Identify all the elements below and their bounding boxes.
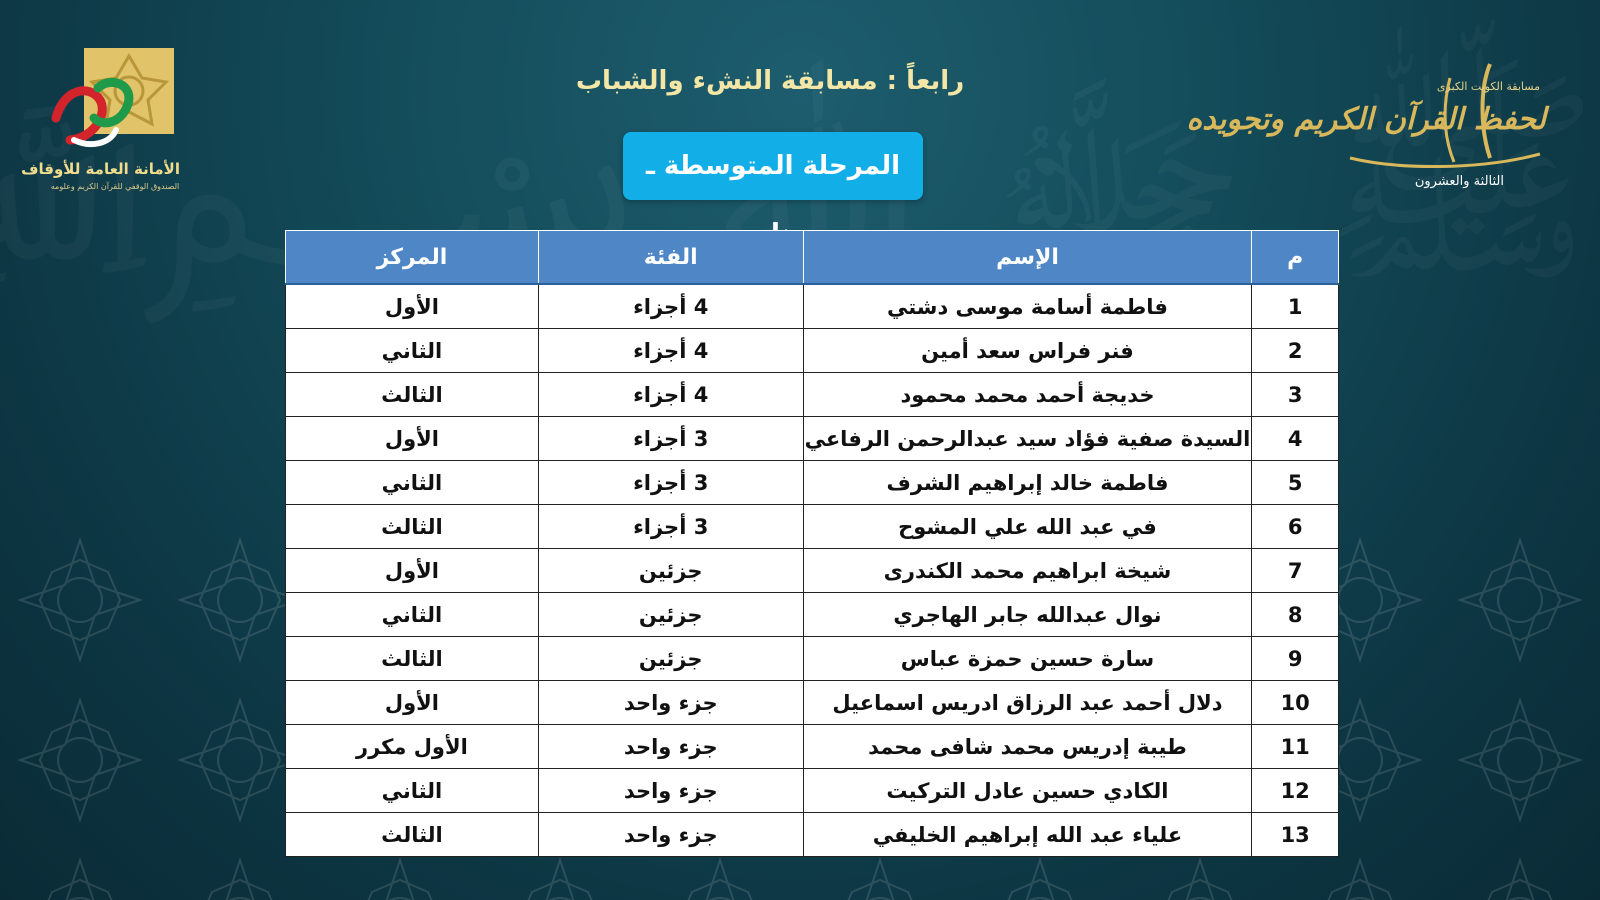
table-row [286,329,1339,373]
row-category: 4 أجزاء [538,329,803,373]
row-category: 4 أجزاء [538,373,803,417]
row-rank: الثالث [286,637,539,681]
competition-small-title: مسابقة الكويت الكبرى [1436,80,1540,93]
row-name: فاطمة أسامة موسى دشتي [803,284,1252,329]
row-rank: الأول [286,681,539,725]
row-name: خديجة أحمد محمد محمود [803,373,1252,417]
row-num: 7 [1252,549,1339,593]
row-category: 3 أجزاء [538,417,803,461]
table-row [286,769,1339,813]
table-row [286,637,1339,681]
row-num: 6 [1252,505,1339,549]
row-num: 10 [1252,681,1339,725]
table-row [286,505,1339,549]
row-num: 11 [1252,725,1339,769]
row-name: في عبد الله علي المشوح [803,505,1252,549]
row-num: 4 [1252,417,1339,461]
table-row [286,681,1339,725]
row-category: جزئين [538,637,803,681]
row-num: 8 [1252,593,1339,637]
row-name: شيخة ابراهيم محمد الكندرى [803,549,1252,593]
table-row [286,813,1339,857]
row-rank: الأول [286,549,539,593]
row-num: 9 [1252,637,1339,681]
competition-edition: الثالثة والعشرون [1414,174,1504,189]
row-num: 12 [1252,769,1339,813]
header-category: الفئة [538,231,803,285]
row-category: 3 أجزاء [538,505,803,549]
row-rank: الثاني [286,593,539,637]
row-rank: الأول مكرر [286,725,539,769]
row-name: نوال عبدالله جابر الهاجري [803,593,1252,637]
awqaf-logo-icon [50,48,180,158]
stage-badge: المرحلة المتوسطة ـ [623,132,923,200]
row-rank: الثاني [286,769,539,813]
row-name: السيدة صفية فؤاد سيد عبدالرحمن الرفاعي [803,417,1252,461]
header-name: الإسم [803,231,1252,285]
competition-main-title: لحفظ القرآن الكريم وتجويده [1186,102,1546,137]
row-category: جزء واحد [538,769,803,813]
row-category: 4 أجزاء [538,284,803,329]
org-name: الأمانة العامة للأوقاف [21,160,180,178]
row-name: فاطمة خالد إبراهيم الشرف [803,461,1252,505]
row-num: 13 [1252,813,1339,857]
table-row [286,549,1339,593]
table-row [286,461,1339,505]
row-rank: الثاني [286,461,539,505]
row-rank: الثالث [286,505,539,549]
row-name: الكادي حسين عادل التركيت [803,769,1252,813]
row-category: جزء واحد [538,725,803,769]
table-row [286,593,1339,637]
table-header-row [286,231,1339,285]
row-category: جزئين [538,593,803,637]
row-category: جزء واحد [538,813,803,857]
row-rank: الثاني [286,329,539,373]
row-num: 2 [1252,329,1339,373]
row-name: دلال أحمد عبد الرزاق ادريس اسماعيل [803,681,1252,725]
header-num: م [1252,231,1339,285]
row-name: سارة حسين حمزة عباس [803,637,1252,681]
row-rank: الثالث [286,813,539,857]
row-num: 3 [1252,373,1339,417]
awqaf-logo [21,48,180,198]
competition-logo [1186,58,1560,198]
row-name: فنر فراس سعد أمين [803,329,1252,373]
table-row [286,284,1339,329]
row-name: علياء عبد الله إبراهيم الخليفي [803,813,1252,857]
row-num: 5 [1252,461,1339,505]
org-subtitle: الصندوق الوقفي للقرآن الكريم وعلومه [50,182,180,191]
table-row [286,725,1339,769]
row-category: جزئين [538,549,803,593]
row-rank: الأول [286,417,539,461]
row-category: 3 أجزاء [538,461,803,505]
row-category: جزء واحد [538,681,803,725]
header-rank: المركز [286,231,539,285]
row-rank: الثالث [286,373,539,417]
row-num: 1 [1252,284,1339,329]
row-rank: الأول [286,284,539,329]
results-table [285,230,1339,857]
page-title: رابعاً : مسابقة النشء والشباب [575,66,965,96]
table-row [286,417,1339,461]
table-row [286,373,1339,417]
row-name: طيبة إدريس محمد شافى محمد [803,725,1252,769]
